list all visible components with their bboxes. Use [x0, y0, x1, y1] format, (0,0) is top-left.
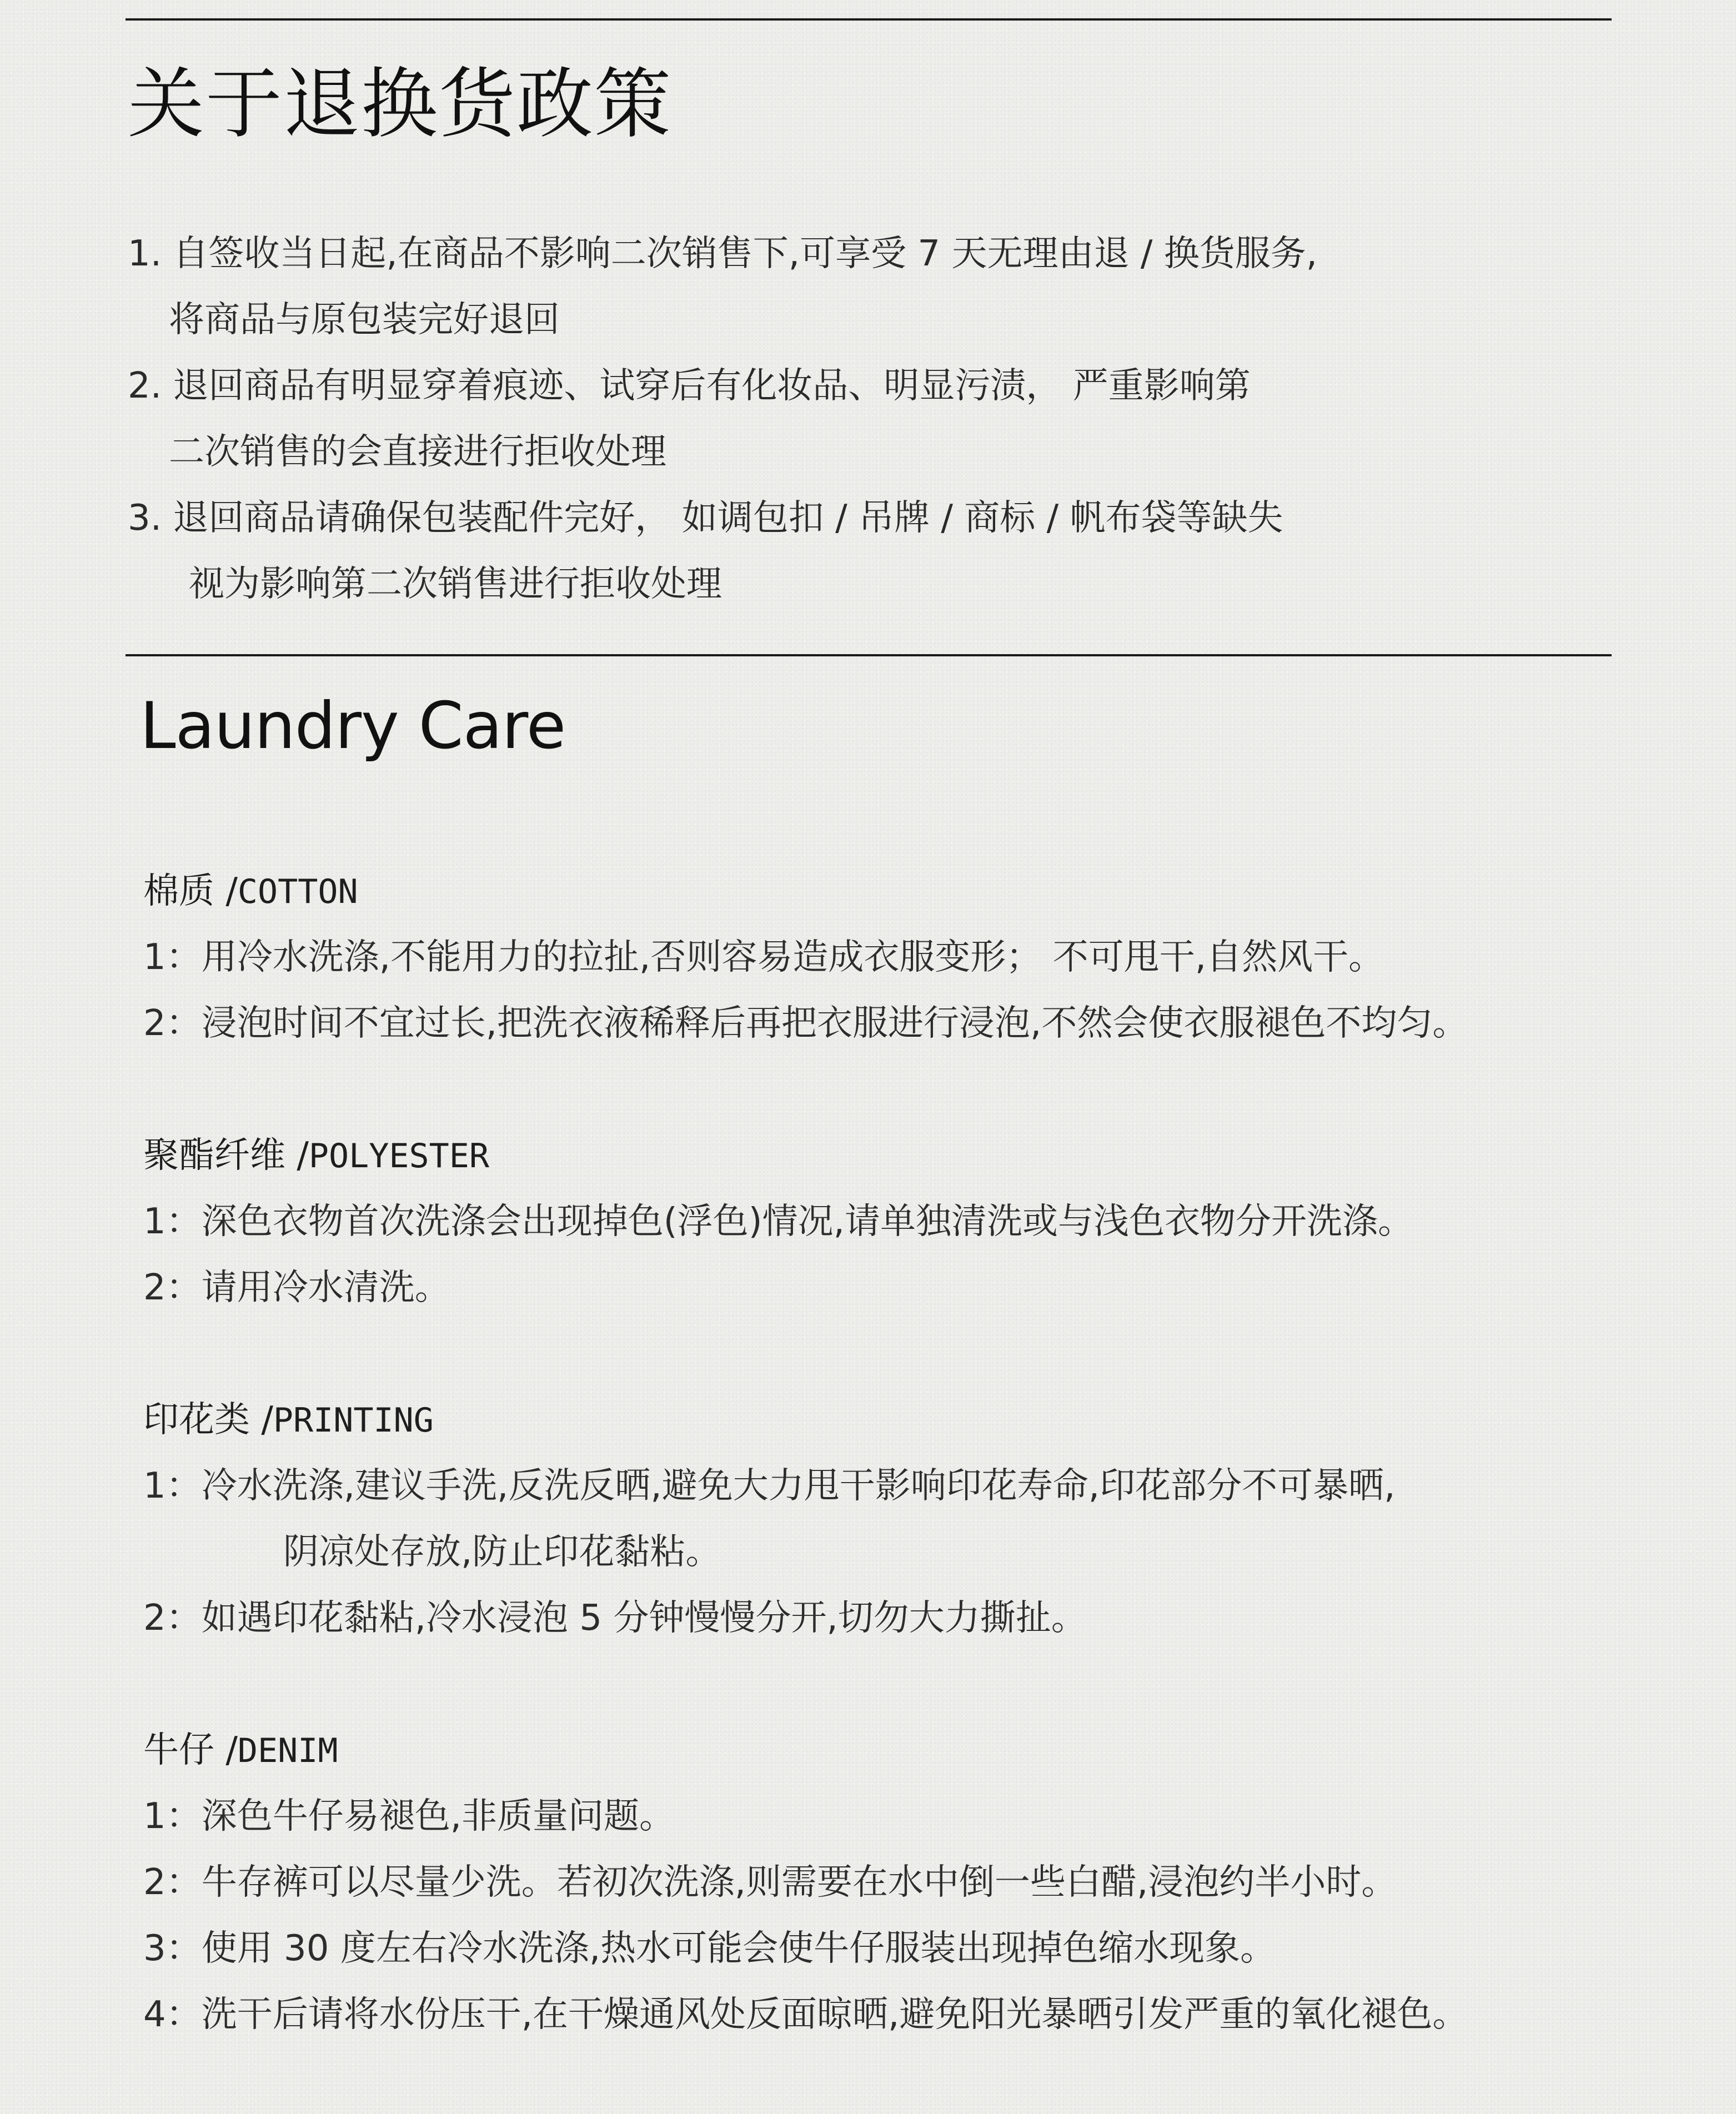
care-item: 3：使用 30 度左右冷水洗涤,热水可能会使牛仔服装出现掉色缩水现象。 [143, 1928, 1276, 1969]
top-divider [126, 18, 1612, 21]
policy-item-2-cont: 二次销售的会直接进行拒收处理 [169, 431, 666, 473]
section-heading-zh: 印花类 / [143, 1399, 273, 1440]
care-item: 4：洗干后请将水份压干,在干燥通风处反面晾晒,避免阳光暴晒引发严重的氧化褪色。 [143, 1994, 1468, 2035]
care-section-denim [143, 1718, 1620, 2048]
section-heading [143, 1123, 1620, 1189]
care-item: 2：浸泡时间不宜过长,把洗衣液稀释后再把衣服进行浸泡,不然会使衣服褪色不均匀。 [143, 1003, 1468, 1044]
section-heading-zh: 牛仔 / [143, 1730, 238, 1771]
policy-item-2: 2. 退回商品有明显穿着痕迹、试穿后有化妆品、明显污渍， 严重影响第 [128, 365, 1251, 406]
care-item: 1：用冷水洗涤,不能用力的拉扯,否则容易造成衣服变形； 不可甩干,自然风干。 [143, 937, 1384, 978]
middle-divider [126, 654, 1612, 656]
policy-item-3: 3. 退回商品请确保包装配件完好， 如调包扣 / 吊牌 / 商标 / 帆布袋等缺失 [128, 498, 1283, 539]
care-sections [143, 858, 1620, 2114]
care-item: 2：请用冷水清洗。 [143, 1267, 450, 1308]
care-item: 1：深色牛仔易褪色,非质量问题。 [143, 1796, 675, 1837]
section-heading-zh: 棉质 / [143, 871, 238, 912]
care-item-cont: 阴凉处存放,防止印花黏粘。 [283, 1531, 721, 1573]
policy-title: 关于退换货政策 [128, 59, 673, 149]
policy-list [128, 221, 1605, 617]
section-heading [143, 858, 1620, 925]
section-heading-en: DENIM [237, 1731, 338, 1770]
laundry-care-title: Laundry Care [140, 689, 566, 764]
section-heading-zh: 聚酯纤维 / [143, 1135, 309, 1176]
care-section-polyester [143, 1123, 1620, 1321]
policy-item-1: 1. 自签收当日起,在商品不影响二次销售下,可享受 7 天无理由退 / 换货服务, [128, 233, 1318, 274]
care-item: 1：深色衣物首次洗涤会出现掉色(浮色)情况,请单独清洗或与浅色衣物分开洗涤。 [143, 1201, 1413, 1242]
section-heading-en: COTTON [237, 872, 358, 911]
care-item: 2：如遇印花黏粘,冷水浸泡 5 分钟慢慢分开,切勿大力撕扯。 [143, 1598, 1087, 1639]
policy-item-1-cont: 将商品与原包装完好退回 [169, 299, 560, 340]
section-heading-en: PRINTING [273, 1401, 434, 1440]
section-heading [143, 1718, 1620, 1784]
care-section-printing [143, 1387, 1620, 1651]
section-heading-en: POLYESTER [308, 1137, 490, 1176]
care-item: 1：冷水洗涤,建议手洗,反洗反晒,避免大力甩干影响印花寿命,印花部分不可暴晒, [143, 1465, 1396, 1507]
care-item: 2：牛存裤可以尽量少洗。若初次洗涤,则需要在水中倒一些白醋,浸泡约半小时。 [143, 1862, 1397, 1903]
section-heading [143, 1387, 1620, 1453]
policy-item-3-cont: 视为影响第二次销售进行拒收处理 [189, 564, 722, 605]
care-section-cotton [143, 858, 1620, 1057]
